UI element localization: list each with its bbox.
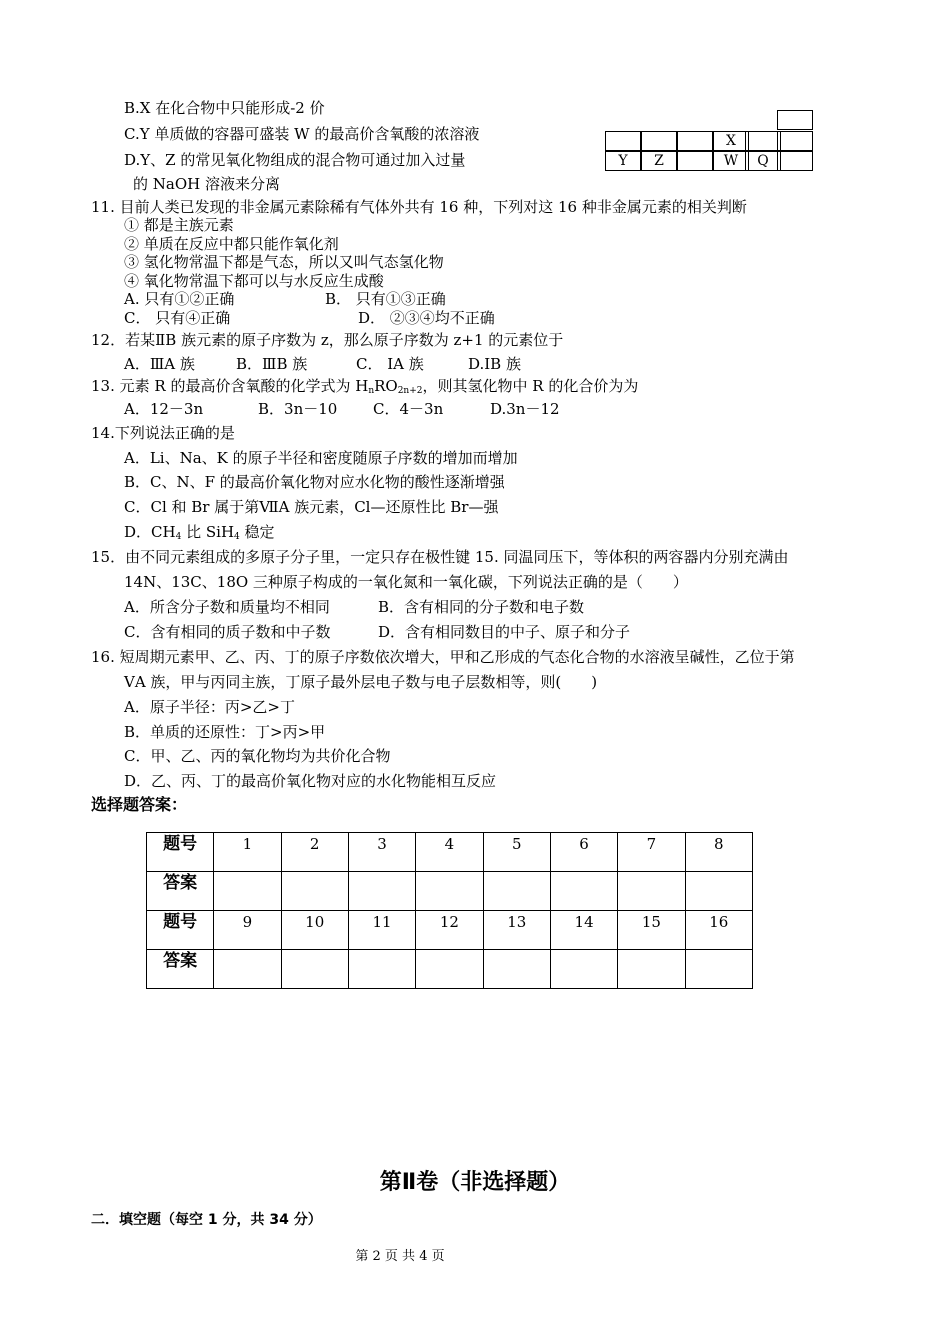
q13-option-b: B．3n－10 xyxy=(258,400,338,418)
answer-cell[interactable] xyxy=(550,950,617,989)
q11-option-d: D． ②③④均不正确 xyxy=(358,309,495,327)
question-number: 9 xyxy=(214,911,281,950)
table-row xyxy=(147,833,753,872)
answer-cell[interactable] xyxy=(685,872,752,911)
grid-cell xyxy=(605,131,641,151)
question-number: 1 xyxy=(214,833,281,872)
q16-stem-cont: ⅤA 族，甲与丙同主族，丁原子最外层电子数与电子层数相等，则( ) xyxy=(124,673,598,691)
question-number: 2 xyxy=(281,833,348,872)
table-row xyxy=(147,950,753,989)
question-number: 5 xyxy=(483,833,550,872)
q15-option-c: C．含有相同的质子数和中子数 xyxy=(124,623,331,641)
question-number: 8 xyxy=(685,833,752,872)
answer-cell[interactable] xyxy=(416,872,483,911)
question-number: 7 xyxy=(618,833,685,872)
q12-option-a: A．ⅢA 族 xyxy=(124,355,195,373)
q13-stem: 13. 元素 R 的最高价含氧酸的化学式为 $H_nRO_{2n+2}$，则其氢化物中 R 的化合价为为 xyxy=(91,377,639,396)
q10-option-b: B.X 在化合物中只能形成-2 价 xyxy=(124,99,325,117)
answer-cell[interactable] xyxy=(618,872,685,911)
question-number: 10 xyxy=(281,911,348,950)
q14-stem: 14.下列说法正确的是 xyxy=(91,424,235,442)
q11-statement-3: ③ 氢化物常温下都是气态，所以又叫气态氢化物 xyxy=(124,253,444,271)
question-number: 14 xyxy=(550,911,617,950)
header-cell: 答案 xyxy=(147,950,214,989)
grid-cell xyxy=(677,151,713,171)
answer-cell[interactable] xyxy=(483,872,550,911)
grid-cell-x: X xyxy=(713,131,749,151)
grid-cell-y: Y xyxy=(605,151,641,171)
question-number: 4 xyxy=(416,833,483,872)
q10-option-c: C.Y 单质做的容器可盛装 W 的最高价含氧酸的浓溶液 xyxy=(124,125,480,143)
question-number: 3 xyxy=(348,833,415,872)
answer-cell[interactable] xyxy=(483,950,550,989)
q11-statement-4: ④ 氧化物常温下都可以与水反应生成酸 xyxy=(124,272,384,290)
answer-cell[interactable] xyxy=(348,950,415,989)
table-row xyxy=(147,872,753,911)
q14-option-d: D．$CH_4$ 比 SiH$_4$ 稳定 xyxy=(124,523,275,542)
question-number: 13 xyxy=(483,911,550,950)
section-title: 第Ⅱ卷（非选择题） xyxy=(379,1170,571,1195)
q11-option-c: C． 只有④正确 xyxy=(124,309,231,327)
header-cell: 题号 xyxy=(147,911,214,950)
q13-option-c: C．4－3n xyxy=(373,400,444,418)
q11-statement-1: ① 都是主族元素 xyxy=(124,216,234,234)
q11-option-b: B． 只有①③正确 xyxy=(325,290,446,308)
q15-option-d: D．含有相同数目的中子、原子和分子 xyxy=(378,623,631,641)
grid-cell-z: Z xyxy=(641,151,677,171)
answer-cell[interactable] xyxy=(281,950,348,989)
question-number: 16 xyxy=(685,911,752,950)
q14-option-a: A．Li、Na、K 的原子半径和密度随原子序数的增加而增加 xyxy=(124,449,518,467)
grid-cell xyxy=(641,131,677,151)
answer-cell[interactable] xyxy=(416,950,483,989)
q15-stem-cont: 14N、13C、18O 三种原子构成的一氧化氮和一氧化碳，下列说法正确的是（ ） xyxy=(124,573,688,591)
q12-option-b: B．ⅢB 族 xyxy=(236,355,308,373)
grid-cell xyxy=(777,131,813,151)
answer-cell[interactable] xyxy=(550,872,617,911)
q15-option-b: B．含有相同的分子数和电子数 xyxy=(378,598,585,616)
q16-stem: 16. 短周期元素甲、乙、丙、丁的原子序数依次增大，甲和乙形成的气态化合物的水溶液呈碱性，乙位于第 xyxy=(91,648,795,666)
answer-cell[interactable] xyxy=(685,950,752,989)
grid-cell xyxy=(777,110,813,130)
q14-option-b: B．C、N、F 的最高价氧化物对应水化物的酸性逐渐增强 xyxy=(124,473,505,491)
answer-cell[interactable] xyxy=(348,872,415,911)
answer-section-title: 选择题答案： xyxy=(91,795,188,814)
grid-cell xyxy=(777,151,813,171)
page-footer: 第 2 页 共 4 页 xyxy=(355,1249,445,1264)
header-cell: 答案 xyxy=(147,872,214,911)
q12-stem: 12．若某ⅡB 族元素的原子序数为 z，那么原子序数为 z+1 的元素位于 xyxy=(91,331,564,349)
q11-stem: 11. 目前人类已发现的非金属元素除稀有气体外共有 16 种，下列对这 16 种非金属元素的相关判断 xyxy=(91,198,747,216)
question-number: 11 xyxy=(348,911,415,950)
q12-option-d: D.ⅠB 族 xyxy=(468,355,521,373)
q16-option-c: C．甲、乙、丙的氧化物均为共价化合物 xyxy=(124,747,391,765)
q15-option-a: A．所含分子数和质量均不相同 xyxy=(124,598,330,616)
answer-cell[interactable] xyxy=(214,950,281,989)
q13-option-d: D.3n－12 xyxy=(490,400,560,418)
q10-option-d: D.Y、Z 的常见氧化物组成的混合物可通过加入过量 xyxy=(124,151,466,169)
q11-statement-2: ② 单质在反应中都只能作氧化剂 xyxy=(124,235,339,253)
question-number: 6 xyxy=(550,833,617,872)
question-number: 12 xyxy=(416,911,483,950)
answer-cell[interactable] xyxy=(281,872,348,911)
q14-option-c: C．Cl 和 Br 属于第ⅦA 族元素，Cl—还原性比 Br—强 xyxy=(124,498,499,516)
grid-cell-q: Q xyxy=(745,151,781,171)
grid-cell xyxy=(745,131,781,151)
answer-table xyxy=(146,832,753,989)
q16-option-d: D．乙、丙、丁的最高价氧化物对应的水化物能相互反应 xyxy=(124,772,497,790)
question-number: 15 xyxy=(618,911,685,950)
periodic-table-fragment xyxy=(605,110,812,172)
q15-stem: 15．由不同元素组成的多原子分子里，一定只存在极性键 15. 同温同压下，等体积的两容器内分别充满由 xyxy=(91,548,789,566)
q16-option-a: A．原子半径：丙>乙>丁 xyxy=(124,698,295,716)
q12-option-c: C． ⅠA 族 xyxy=(356,355,424,373)
answer-cell[interactable] xyxy=(618,950,685,989)
q16-option-b: B．单质的还原性：丁>丙>甲 xyxy=(124,723,326,741)
q11-option-a: A. 只有①②正确 xyxy=(124,290,235,308)
table-row xyxy=(147,911,753,950)
answer-cell[interactable] xyxy=(214,872,281,911)
q13-option-a: A．12－3n xyxy=(124,400,204,418)
section-subtitle: 二．填空题（每空 1 分，共 34 分） xyxy=(91,1212,322,1228)
q10-option-d-cont: 的 NaOH 溶液来分离 xyxy=(133,175,280,193)
header-cell: 题号 xyxy=(147,833,214,872)
grid-cell-w: W xyxy=(713,151,749,171)
grid-cell xyxy=(677,131,713,151)
